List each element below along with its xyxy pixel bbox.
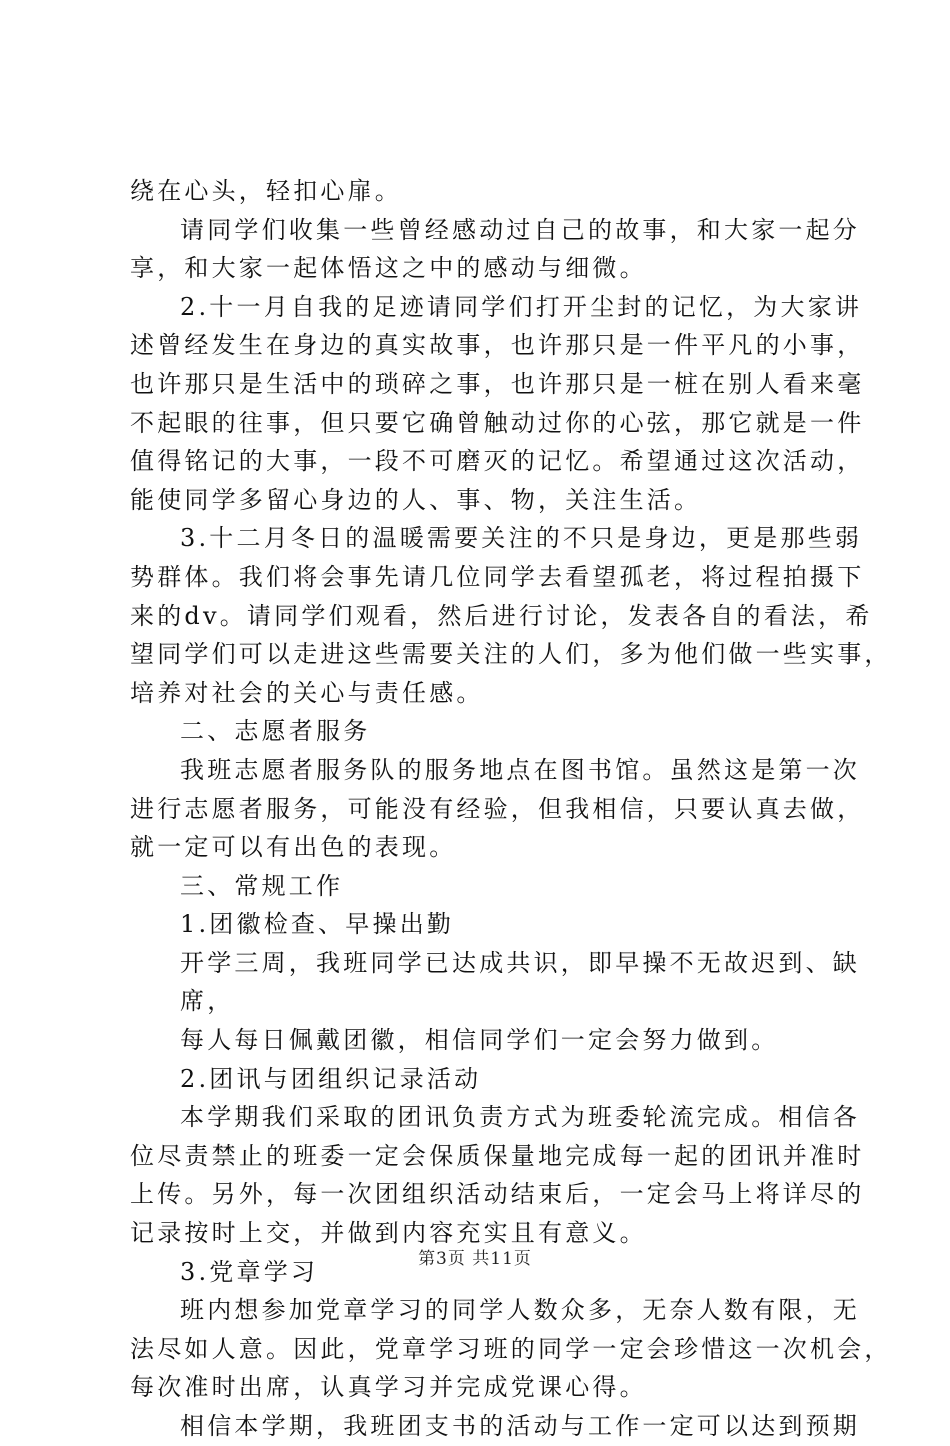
text-line: 望同学们可以走进这些需要关注的人们，多为他们做一些实事， [130,640,892,669]
text-line: 值得铭记的大事，一段不可磨灭的记忆。希望通过这次活动， [130,447,865,476]
text-line: 1.团徽检查、早操出勤 [180,910,455,939]
text-line: 我班志愿者服务队的服务地点在图书馆。虽然这是第一次 [180,755,860,784]
text-line: 势群体。我们将会事先请几位同学去看望孤老，将过程拍摄下 [130,562,865,591]
page-footer: 第3页 共11页 [418,1249,532,1269]
text-line: 相信本学期，我班团支书的活动与工作一定可以达到预期 [180,1412,860,1440]
text-line: 2.十一月自我的足迹请同学们打开尘封的记忆，为大家讲 [180,292,863,321]
text-line: 不起眼的往事，但只要它确曾触动过你的心弦，那它就是一件 [130,408,865,437]
text-line: 能使同学多留心身边的人、事、物，关注生活。 [130,485,702,514]
text-line: 三、常规工作 [180,871,344,900]
text-line: 开学三周，我班同学已达成共识，即早操不无故迟到、缺 [180,948,860,977]
text-line: 来的dv。请同学们观看，然后进行讨论，发表各自的看法，希 [130,601,873,630]
text-line: 述曾经发生在身边的真实故事，也许那只是一件平凡的小事， [130,331,865,360]
text-line: 位尽责禁止的班委一定会保质保量地完成每一起的团讯并准时 [130,1141,865,1170]
text-line: 每次准时出席，认真学习并完成党课心得。 [130,1373,647,1402]
text-line: 3.十二月冬日的温暖需要关注的不只是身边，更是那些弱 [180,524,863,553]
text-line: 培养对社会的关心与责任感。 [130,678,484,707]
text-line: 记录按时上交，并做到内容充实且有意义。 [130,1219,647,1248]
text-line: 享，和大家一起体悟这之中的感动与细微。 [130,254,647,283]
text-line: 就一定可以有出色的表现。 [130,833,457,862]
text-line: 二、志愿者服务 [180,717,371,746]
text-line: 班内想参加党章学习的同学人数众多，无奈人数有限，无 [180,1296,860,1325]
text-line: 上传。另外，每一次团组织活动结束后，一定会马上将详尽的 [130,1180,865,1209]
text-line: 席， [180,987,235,1016]
text-line: 绕在心头，轻扣心扉。 [130,177,402,205]
text-line: 3.党章学习 [180,1257,319,1286]
text-line: 2.团讯与团组织记录活动 [180,1064,482,1093]
text-line: 进行志愿者服务，可能没有经验，但我相信，只要认真去做， [130,794,865,823]
text-line: 法尽如人意。因此，党章学习班的同学一定会珍惜这一次机会， [130,1334,892,1363]
text-line: 也许那只是生活中的琐碎之事，也许那只是一桩在别人看来毫 [130,369,865,398]
text-line: 本学期我们采取的团讯负责方式为班委轮流完成。相信各 [180,1103,860,1132]
text-line: 每人每日佩戴团徽，相信同学们一定会努力做到。 [180,1026,779,1055]
text-line: 请同学们收集一些曾经感动过自己的故事，和大家一起分 [180,215,860,244]
